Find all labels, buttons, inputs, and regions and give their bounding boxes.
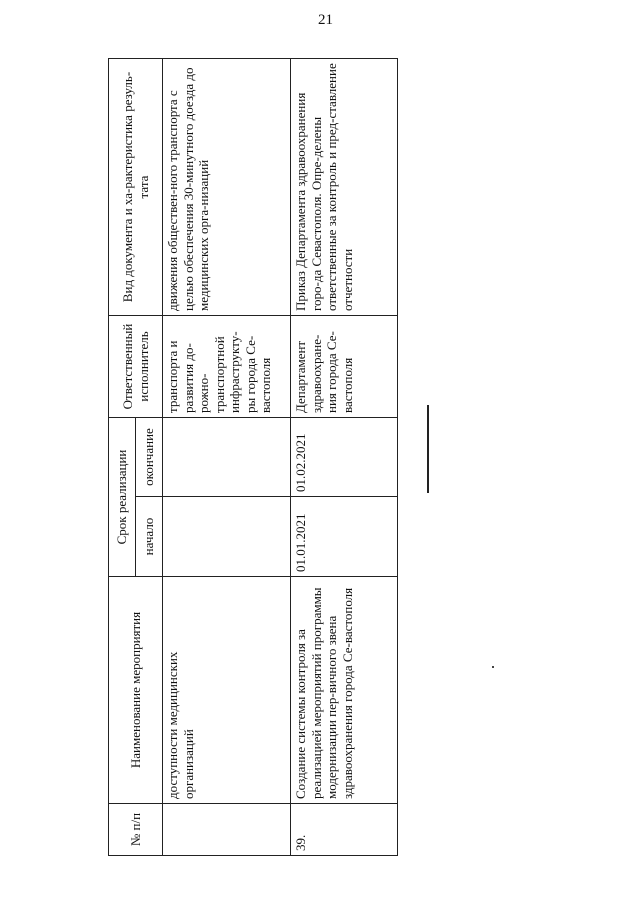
header-number: № п/п: [109, 804, 163, 856]
table-row: [291, 59, 398, 856]
row-end-date: 01.02.2021: [291, 418, 398, 497]
header-result: Вид документа и ха-рактеристика резуль-тата: [109, 59, 163, 316]
header-term: Срок реализации: [109, 418, 136, 577]
row-executor: транспорта и развития до-рожно-транспортной инфраструкту-ры города Се-вастополя: [163, 316, 291, 418]
row-activity-name: доступности медицинских организаций: [163, 577, 291, 804]
page-number: 21: [318, 12, 333, 28]
row-result: Приказ Департамента здравоохранения горо-да Севастополя. Опре-делены ответственные за контроль и пред-ставление отчетности: [291, 59, 398, 316]
row-start-date: 01.01.2021: [291, 497, 398, 577]
row-activity-name: Создание системы контроля за реализацией мероприятий программы модернизации пер-вичного звена здравоохранения города Се-вастополя: [291, 577, 398, 804]
activities-table: [108, 58, 398, 856]
row-start-date: [163, 497, 291, 577]
header-term-start: начало: [136, 497, 163, 577]
header-executor: Ответственный исполнитель: [109, 316, 163, 418]
header-activity-name: Наименование мероприятия: [109, 577, 163, 804]
scan-speck: [492, 666, 494, 668]
row-executor: Департамент здравоохране-ния города Се-вастополя: [291, 316, 398, 418]
header-term-end: окончание: [136, 418, 163, 497]
row-number: 39.: [291, 804, 398, 856]
table-container: [108, 59, 398, 856]
row-number: [163, 804, 291, 856]
end-separator-line: [427, 405, 429, 493]
table-row: [163, 59, 291, 856]
row-end-date: [163, 418, 291, 497]
row-result: движения обществен-ного транспорта с целью обеспечения 30-минутного доезда до медицинских орга-низаций: [163, 59, 291, 316]
